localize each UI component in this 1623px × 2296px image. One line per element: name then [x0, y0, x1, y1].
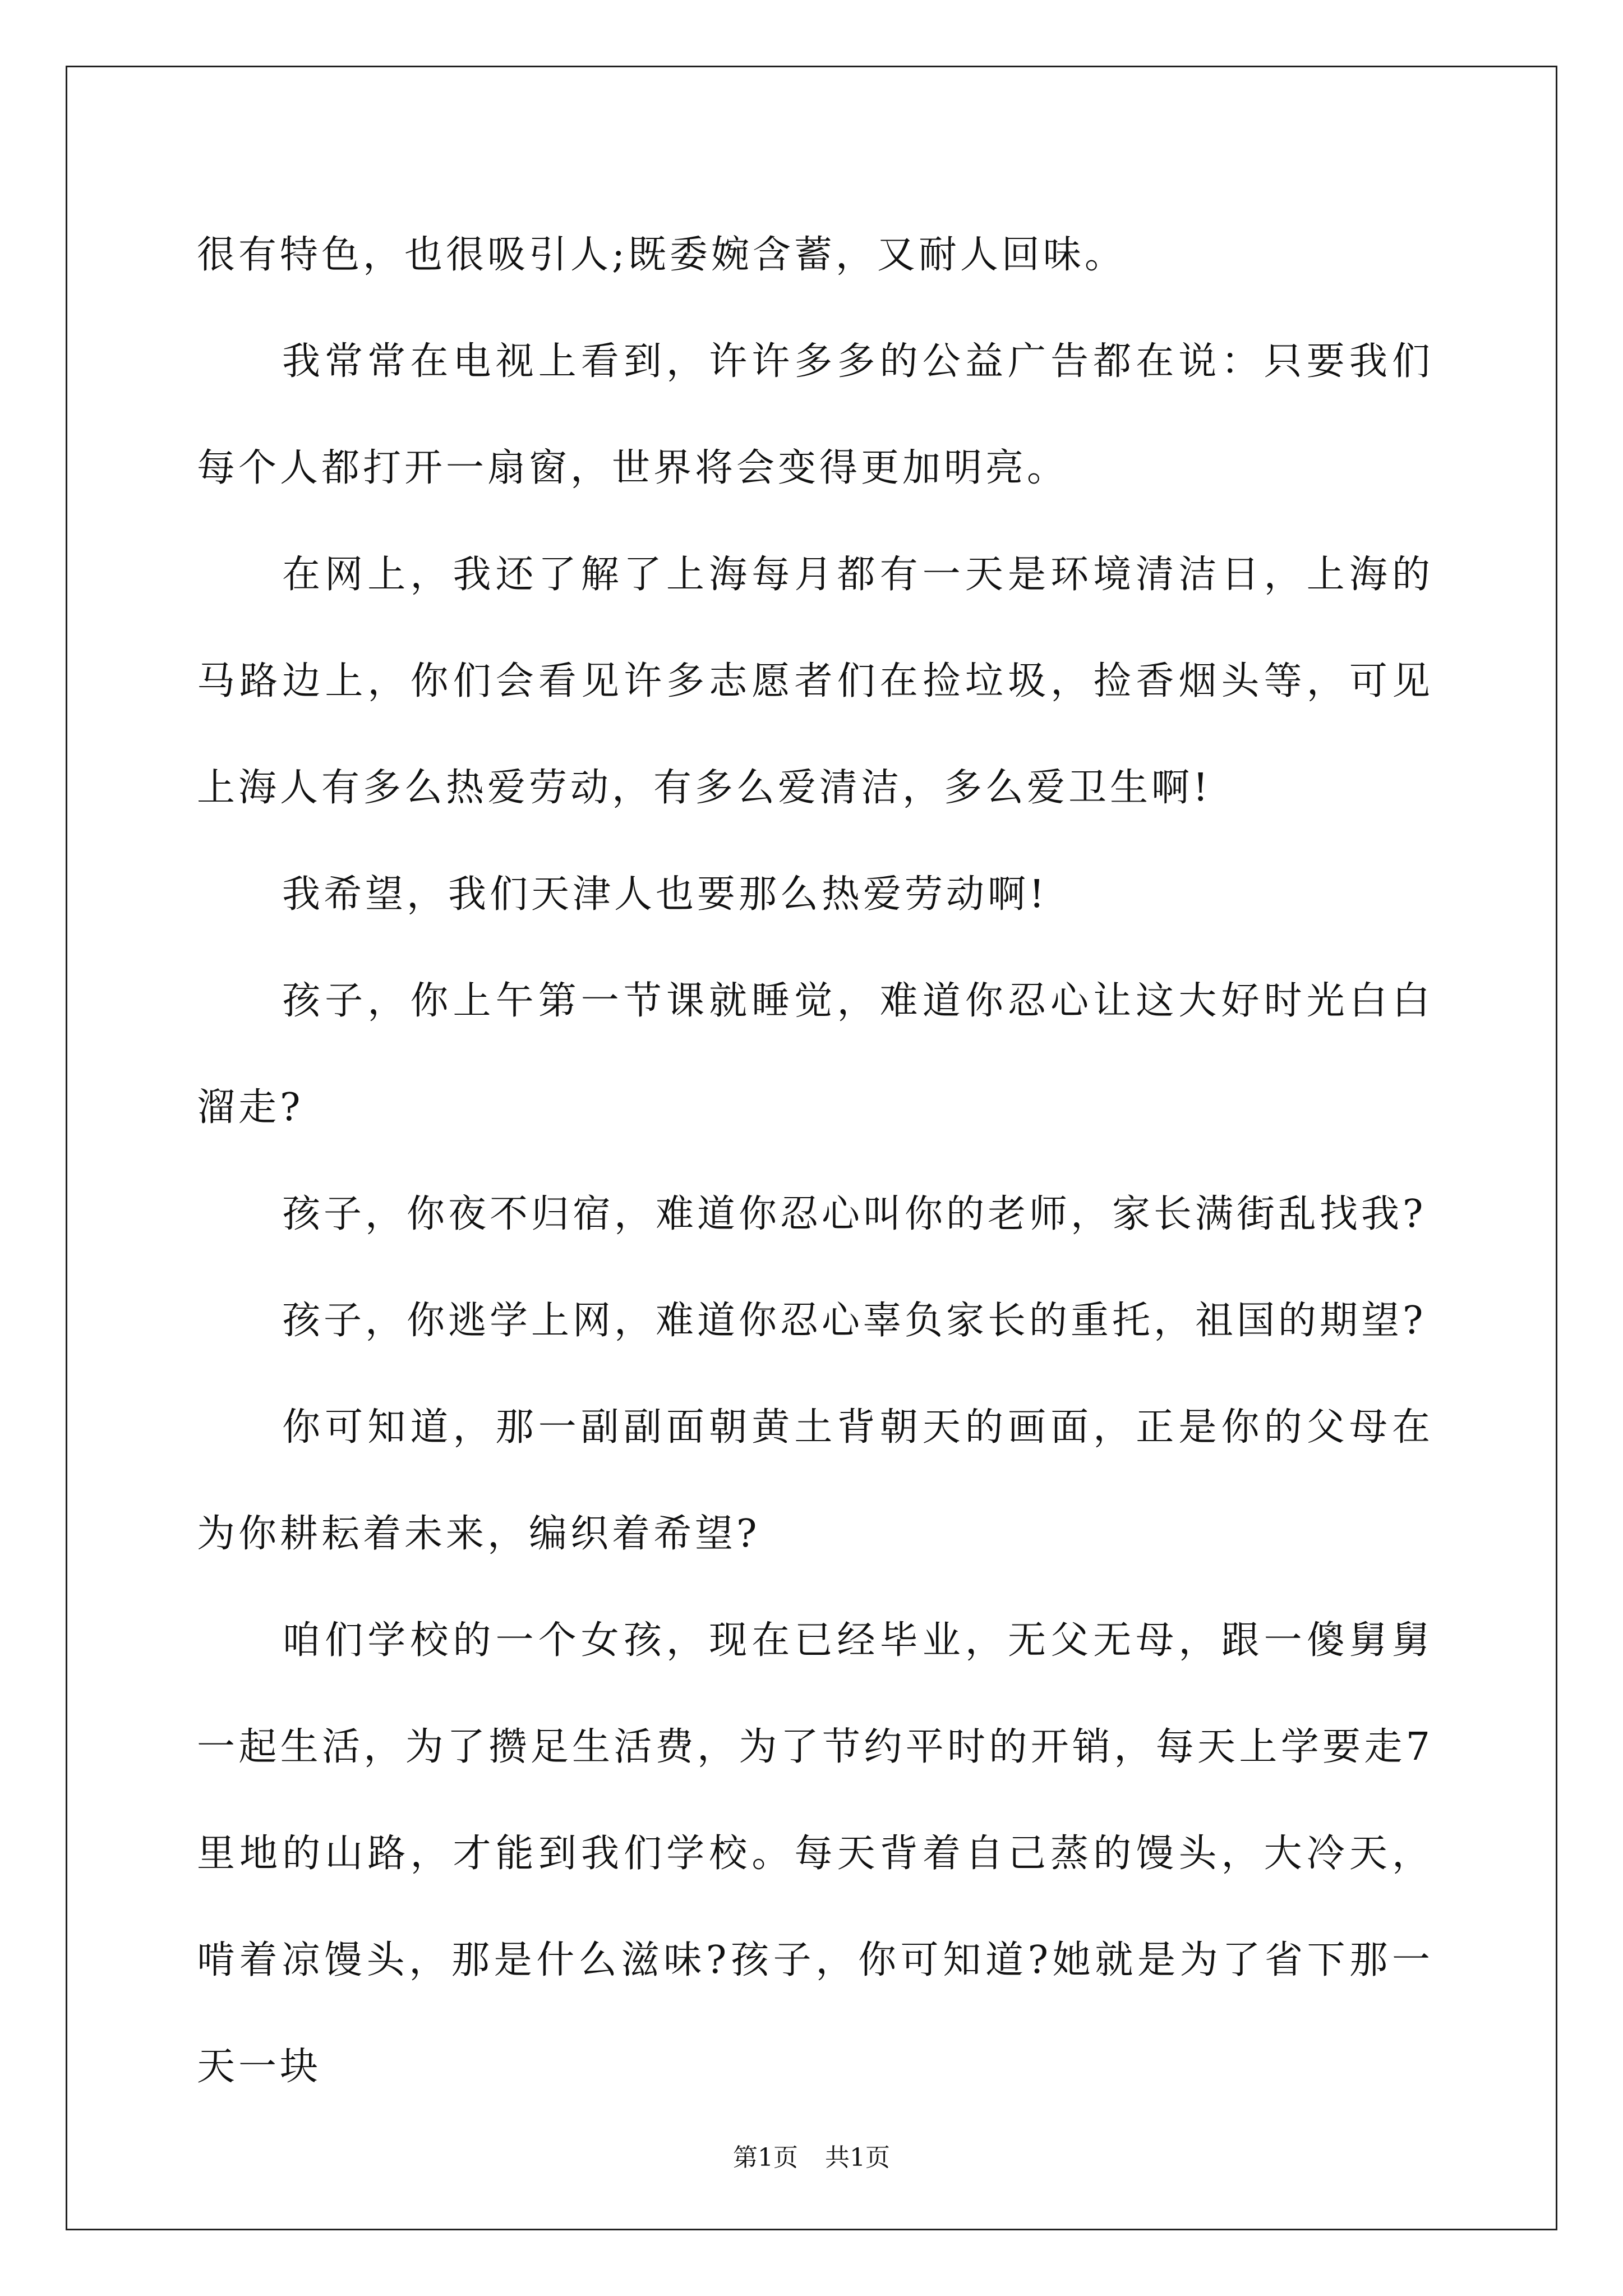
paragraph-6: 孩子，你夜不归宿，难道你忍心叫你的老师，家长满街乱找我? [282, 1192, 1427, 1236]
paragraph-1: 很有特色，也很吸引人;既委婉含蓄，又耐人回味。 [197, 233, 1126, 277]
paragraph-9: 咱们学校的一个女孩，现在已经毕业，无父无母，跟一傻舅舅一起生活，为了攒足生活费，为了节约平时的开销，每天上学要走7里地的山路，才能到我们学校。每天背着自己蒸的馒头，大冷天，啃着凉馒头，那是什么滋味?孩子，你可知道?她就是为了省下那一天一块 [197, 1618, 1433, 2089]
paragraph-5: 孩子，你上午第一节课就睡觉，难道你忍心让这大好时光白白溜走? [197, 979, 1433, 1130]
paragraph-8: 你可知道，那一副副面朝黄土背朝天的画面，正是你的父母在为你耕耘着未来，编织着希望? [197, 1405, 1433, 1556]
paragraph-4: 我希望，我们天津人也要那么热爱劳动啊! [282, 872, 1048, 917]
paragraph-7: 孩子，你逃学上网，难道你忍心辜负家长的重托，祖国的期望? [282, 1299, 1427, 1343]
page-number: 第1页 [733, 2143, 798, 2172]
paragraph-3: 在网上，我还了解了上海每月都有一天是环境清洁日，上海的马路边上，你们会看见许多志愿者们在捡垃圾，捡香烟头等，可见上海人有多么热爱劳动，有多么爱清洁，多么爱卫生啊! [197, 553, 1433, 810]
page-total: 共1页 [825, 2143, 890, 2172]
document-body [197, 202, 1433, 2120]
paragraph-2: 我常常在电视上看到，许许多多的公益广告都在说：只要我们每个人都打开一扇窗，世界将会变得更加明亮。 [197, 339, 1433, 490]
page-footer [0, 2137, 1623, 2173]
